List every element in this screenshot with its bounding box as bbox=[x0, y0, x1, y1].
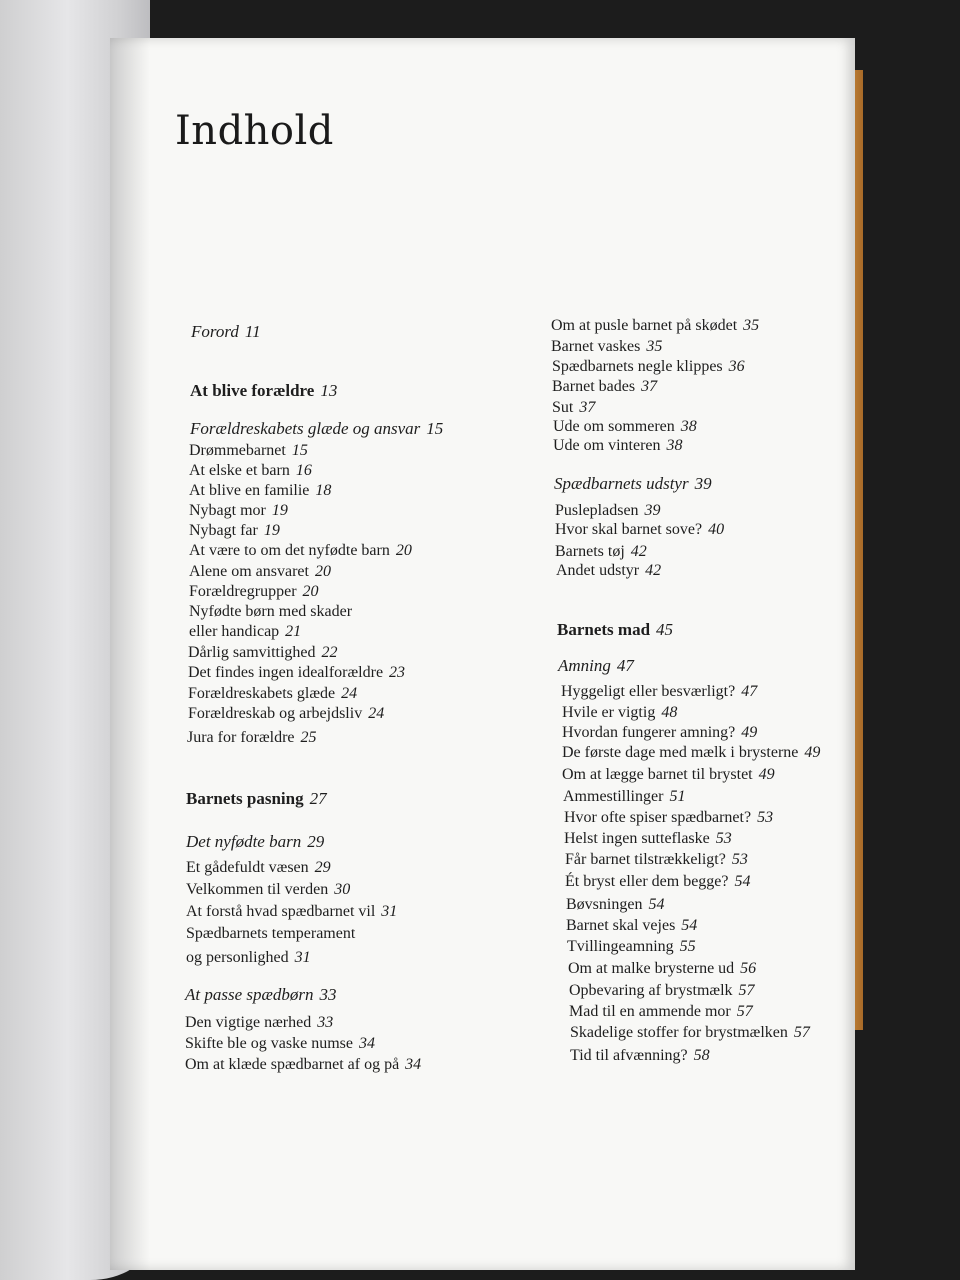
toc-entry-title: Helst ingen sutteflaske bbox=[564, 830, 710, 847]
toc-entry bbox=[188, 643, 338, 663]
toc-page-number: 16 bbox=[295, 462, 312, 479]
toc-page-number: 53 bbox=[757, 809, 774, 826]
toc-entry bbox=[189, 541, 412, 561]
toc-page-number: 34 bbox=[358, 1035, 375, 1052]
toc-page-number: 38 bbox=[666, 437, 683, 454]
toc-section-heading bbox=[190, 381, 337, 401]
toc-page-number: 39 bbox=[694, 474, 712, 493]
toc-section-heading bbox=[557, 620, 673, 640]
toc-entry bbox=[188, 684, 357, 704]
toc-entry-title: At forstå hvad spædbarnet vil bbox=[186, 903, 376, 920]
toc-subsection-heading bbox=[190, 419, 443, 439]
toc-page-number: 49 bbox=[804, 744, 821, 761]
toc-entry bbox=[185, 1013, 333, 1033]
toc-entry-title: De første dage med mælk i brysterne bbox=[562, 744, 799, 761]
toc-entry-title: Barnets pasning bbox=[186, 789, 304, 808]
toc-page-number: 57 bbox=[793, 1024, 810, 1041]
toc-entry-title: Barnet skal vejes bbox=[566, 917, 676, 934]
toc-page-number: 29 bbox=[307, 832, 325, 851]
toc-entry-title: Får barnet tilstrækkeligt? bbox=[565, 851, 726, 868]
toc-entry-title: At være to om det nyfødte barn bbox=[189, 542, 390, 559]
toc-entry bbox=[189, 602, 352, 622]
toc-entry-title: Spædbarnets udstyr bbox=[554, 474, 689, 493]
toc-entry-title: Hvor ofte spiser spædbarnet? bbox=[564, 809, 752, 826]
toc-entry-title: Forord bbox=[191, 322, 239, 341]
toc-entry-title: Skadelige stoffer for brystmælken bbox=[570, 1024, 788, 1041]
toc-entry-title: At elske et barn bbox=[189, 462, 290, 479]
toc-entry-title: Ude om vinteren bbox=[553, 437, 661, 454]
toc-entry-title: Ét bryst eller dem begge? bbox=[565, 873, 729, 890]
toc-entry-title: At passe spædbørn bbox=[185, 985, 314, 1004]
toc-page-number: 40 bbox=[708, 521, 725, 538]
toc-entry-title: Et gådefuldt væsen bbox=[186, 859, 309, 876]
toc-entry bbox=[189, 622, 301, 642]
toc-entry bbox=[186, 880, 350, 900]
toc-entry bbox=[555, 542, 647, 562]
toc-entry bbox=[562, 765, 775, 785]
toc-entry bbox=[186, 948, 311, 968]
toc-entry-title: Nybagt mor bbox=[189, 502, 266, 519]
toc-entry bbox=[567, 937, 696, 957]
toc-page-number: 36 bbox=[728, 358, 745, 375]
toc-entry-title: Mad til en ammende mor bbox=[569, 1003, 731, 1020]
toc-page-number: 53 bbox=[715, 830, 732, 847]
toc-page-number: 31 bbox=[294, 949, 311, 966]
toc-entry-title: Sut bbox=[552, 399, 574, 416]
toc-entry bbox=[562, 743, 820, 763]
toc-entry-title: Forældreskabets glæde bbox=[188, 685, 336, 702]
toc-page-number: 35 bbox=[743, 317, 760, 334]
toc-entry bbox=[565, 872, 751, 892]
toc-subsection-heading bbox=[558, 656, 634, 676]
toc-entry-title: Det findes ingen idealforældre bbox=[188, 664, 384, 681]
toc-entry-title: Nybagt far bbox=[189, 522, 258, 539]
toc-entry bbox=[569, 1002, 753, 1022]
toc-page-number: 51 bbox=[669, 788, 686, 805]
toc-page-number: 45 bbox=[656, 620, 674, 639]
toc-page-number: 25 bbox=[300, 729, 317, 746]
toc-entry bbox=[570, 1046, 710, 1066]
toc-entry bbox=[553, 417, 697, 437]
toc-entry-title: Hvor skal barnet sove? bbox=[555, 521, 703, 538]
toc-page-number: 53 bbox=[731, 851, 748, 868]
toc-entry-title: Jura for forældre bbox=[187, 729, 295, 746]
toc-entry-title: Den vigtige nærhed bbox=[185, 1014, 312, 1031]
toc-page-number: 49 bbox=[758, 766, 775, 783]
toc-entry bbox=[566, 895, 664, 915]
toc-entry-title: Amning bbox=[558, 656, 611, 675]
toc-entry-title: Tvillingeamning bbox=[567, 938, 674, 955]
toc-entry bbox=[186, 924, 355, 944]
toc-entry-title: Hvile er vigtig bbox=[562, 704, 656, 721]
toc-page-number: 18 bbox=[315, 482, 332, 499]
toc-entry-title: Forældreskab og arbejdsliv bbox=[188, 705, 363, 722]
toc-page-number: 55 bbox=[679, 938, 696, 955]
toc-entry bbox=[552, 398, 595, 418]
toc-entry bbox=[189, 461, 312, 481]
toc-entry-title: Alene om ansvaret bbox=[189, 563, 309, 580]
toc-page-number: 37 bbox=[579, 399, 596, 416]
toc-page-number: 27 bbox=[309, 789, 327, 808]
toc-page-number: 47 bbox=[616, 656, 634, 675]
toc-page-number: 29 bbox=[314, 859, 331, 876]
toc-page-number: 37 bbox=[641, 378, 658, 395]
toc-entry bbox=[189, 441, 308, 461]
toc-page-number: 19 bbox=[271, 502, 288, 519]
toc-entry-title: Om at klæde spædbarnet af og på bbox=[185, 1056, 400, 1073]
toc-page-number: 20 bbox=[314, 563, 331, 580]
toc-entry bbox=[568, 959, 756, 979]
toc-subsection-heading bbox=[191, 322, 261, 342]
toc-entry bbox=[189, 582, 319, 602]
toc-subsection-heading bbox=[554, 474, 712, 494]
toc-section-heading bbox=[186, 789, 327, 809]
toc-page-number: 15 bbox=[291, 442, 308, 459]
toc-page-number: 30 bbox=[334, 881, 351, 898]
toc-entry-title: Hvordan fungerer amning? bbox=[562, 724, 736, 741]
toc-entry-title: Om at malke brysterne ud bbox=[568, 960, 735, 977]
toc-entry-title: Forældreskabets glæde og ansvar bbox=[190, 419, 421, 438]
toc-entry bbox=[555, 501, 661, 521]
toc-page-number: 57 bbox=[738, 982, 755, 999]
toc-entry bbox=[186, 858, 331, 878]
toc-entry-title: eller handicap bbox=[189, 623, 280, 640]
toc-entry bbox=[188, 663, 405, 683]
toc-page-number: 54 bbox=[681, 917, 698, 934]
toc-page-number: 20 bbox=[302, 583, 319, 600]
toc-entry bbox=[189, 521, 280, 541]
toc-page-number: 58 bbox=[693, 1047, 710, 1064]
toc-entry-title: Om at pusle barnet på skødet bbox=[551, 317, 738, 334]
toc-entry-title: At blive en familie bbox=[189, 482, 310, 499]
toc-entry bbox=[561, 682, 757, 702]
toc-page-number: 24 bbox=[368, 705, 385, 722]
toc-entry-title: Hyggeligt eller besværligt? bbox=[561, 683, 736, 700]
toc-page-number: 48 bbox=[661, 704, 678, 721]
toc-entry-title: Puslepladsen bbox=[555, 502, 639, 519]
toc-entry bbox=[552, 377, 657, 397]
toc-page-number: 15 bbox=[426, 419, 444, 438]
toc-entry-title: og personlighed bbox=[186, 949, 289, 966]
toc-page-number: 39 bbox=[644, 502, 661, 519]
toc-entry-title: Tid til afvænning? bbox=[570, 1047, 688, 1064]
toc-entry bbox=[562, 703, 677, 723]
toc-entry bbox=[189, 562, 331, 582]
toc-page-number: 34 bbox=[405, 1056, 422, 1073]
toc-entry-title: Drømmebarnet bbox=[189, 442, 286, 459]
toc-page-number: 57 bbox=[736, 1003, 753, 1020]
toc-entry-title: Spædbarnets negle klippes bbox=[552, 358, 723, 375]
toc-page-number: 38 bbox=[680, 418, 697, 435]
toc-entry-title: Ammestillinger bbox=[563, 788, 664, 805]
toc-entry bbox=[185, 1055, 421, 1075]
toc-page-number: 42 bbox=[630, 543, 647, 560]
toc-page-number: 56 bbox=[740, 960, 757, 977]
toc-entry bbox=[564, 808, 773, 828]
toc-page-number: 49 bbox=[741, 724, 758, 741]
toc-page-number: 23 bbox=[389, 664, 406, 681]
toc-page-number: 42 bbox=[645, 562, 662, 579]
toc-entry-title: Skifte ble og vaske numse bbox=[185, 1035, 353, 1052]
toc-entry-title: Barnets mad bbox=[557, 620, 651, 639]
toc-page-number: 20 bbox=[395, 542, 412, 559]
toc-entry bbox=[188, 704, 384, 724]
toc-entry bbox=[566, 916, 697, 936]
toc-page-number: 24 bbox=[341, 685, 358, 702]
toc-entry-title: Andet udstyr bbox=[556, 562, 640, 579]
toc-page-number: 21 bbox=[285, 623, 302, 640]
toc-entry bbox=[186, 902, 397, 922]
toc-entry-title: Velkommen til verden bbox=[186, 881, 329, 898]
toc-page-number: 35 bbox=[646, 338, 663, 355]
toc-entry bbox=[556, 561, 661, 581]
toc-entry bbox=[185, 1034, 375, 1054]
toc-entry-title: Forældregrupper bbox=[189, 583, 297, 600]
toc-entry-title: Bøvsningen bbox=[566, 896, 643, 913]
toc-entry bbox=[565, 850, 748, 870]
toc-entry-title: Barnet bades bbox=[552, 378, 636, 395]
toc-entry-title: Barnets tøj bbox=[555, 543, 625, 560]
toc-page-number: 31 bbox=[381, 903, 398, 920]
toc-entry bbox=[564, 829, 732, 849]
toc-page-number: 13 bbox=[320, 381, 338, 400]
toc-entry bbox=[189, 501, 288, 521]
toc-entry-title: Det nyfødte barn bbox=[186, 832, 302, 851]
toc-page-number: 33 bbox=[317, 1014, 334, 1031]
toc-entry-title: Nyfødte børn med skader bbox=[189, 603, 353, 620]
toc-entry-title: Spædbarnets temperament bbox=[186, 925, 356, 942]
toc-entry-title: At blive forældre bbox=[190, 381, 315, 400]
toc-entry bbox=[551, 316, 759, 336]
toc-entry bbox=[555, 520, 724, 540]
toc-entry-title: Om at lægge barnet til brystet bbox=[562, 766, 753, 783]
toc-page-number: 11 bbox=[244, 322, 261, 341]
toc-subsection-heading bbox=[186, 832, 324, 852]
toc-entry bbox=[570, 1023, 810, 1043]
toc-entry-title: Ude om sommeren bbox=[553, 418, 675, 435]
toc-entry bbox=[563, 787, 685, 807]
toc-entry bbox=[553, 436, 683, 456]
toc-entry bbox=[569, 981, 755, 1001]
toc-entry bbox=[552, 357, 745, 377]
toc-entry bbox=[562, 723, 757, 743]
toc-page-number: 33 bbox=[319, 985, 337, 1004]
toc-entry bbox=[189, 481, 331, 501]
toc-page-number: 54 bbox=[648, 896, 665, 913]
toc-page-number: 54 bbox=[734, 873, 751, 890]
toc-entry-title: Dårlig samvittighed bbox=[188, 644, 316, 661]
toc-entry-title: Opbevaring af brystmælk bbox=[569, 982, 733, 999]
toc-subsection-heading bbox=[185, 985, 336, 1005]
page-title: Indhold bbox=[175, 108, 334, 154]
toc-page-number: 19 bbox=[263, 522, 280, 539]
toc-entry bbox=[551, 337, 662, 357]
toc-page-number: 47 bbox=[741, 683, 758, 700]
toc-entry-title: Barnet vaskes bbox=[551, 338, 641, 355]
toc-entry bbox=[187, 728, 317, 748]
toc-page-number: 22 bbox=[321, 644, 338, 661]
